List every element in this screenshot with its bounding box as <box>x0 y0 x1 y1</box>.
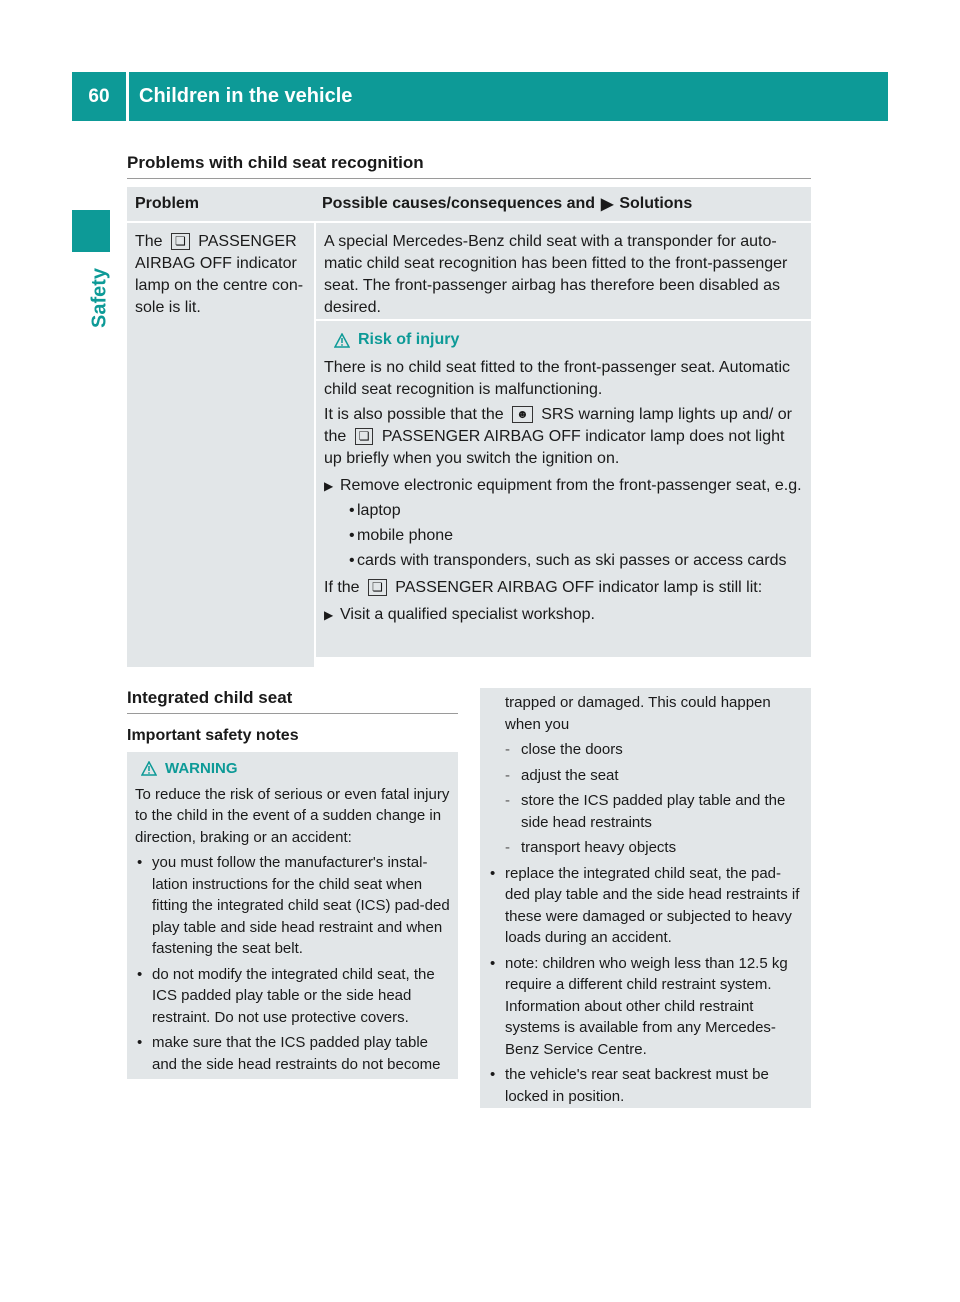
list-item: • cards with transponders, such as ski passes or access cards <box>349 552 787 569</box>
list-item: • you must follow the manufacturer's instal-lation instructions for the child seat when fitting the integrated child seat (ICS) pad-ded play table and side head restraint and when fastening the seat belt. <box>137 854 450 957</box>
risk-text-1: There is no child seat fitted to the front-passenger seat. Automatic child seat recognition is malfunctioning. <box>324 359 791 398</box>
integrated-seat-title: Integrated child seat <box>127 688 458 714</box>
risk-heading: Risk of injury <box>324 329 803 351</box>
passenger-airbag-off-icon: ❏ <box>171 233 190 250</box>
list-item: • mobile phone <box>349 527 454 544</box>
continuation-text: trapped or damaged. This could happen when you <box>505 694 771 733</box>
passenger-airbag-off-icon: ❏ <box>368 579 387 596</box>
srs-warning-lamp-icon: ☻ <box>512 406 533 423</box>
arrow-right-icon: ▶ <box>324 608 334 622</box>
header-divider <box>126 72 129 121</box>
list-item: • laptop <box>349 502 401 519</box>
list-item: • note: children who weigh less than 12.5 kg require a different child restraint system. Information about other child restraint systems is available from any Mercedes-Benz Service Centre. <box>490 954 788 1058</box>
header-solutions: Possible causes/consequences and ▶ Solutions <box>322 195 693 213</box>
table-header-row <box>127 187 811 221</box>
problems-section-title: Problems with child seat recognition <box>127 153 811 179</box>
side-section-label: Safety <box>88 267 111 329</box>
warning-heading: WARNING <box>135 758 450 780</box>
chapter-title: Children in the vehicle <box>139 85 353 107</box>
warning-triangle-icon <box>334 333 350 348</box>
warning-triangle-icon <box>141 761 157 776</box>
risk-text-2: It is also possible that the ☻ SRS warning lamp lights up and/ or the ❏ PASSENGER AIRBAG OFF indicator lamp does not light up briefly when you switch the ignition on. <box>324 406 792 467</box>
problems-table <box>127 187 811 667</box>
instruction-step: ▶ Remove electronic equipment from the front-passenger seat, e.g. <box>324 475 803 497</box>
page-number: 60 <box>88 85 110 107</box>
list-item: • make sure that the ICS padded play table and the side head restraints do not become <box>137 1034 441 1073</box>
problem-cell: The ❏ PASSENGER AIRBAG OFF indicator lamp on the centre con-sole is lit. <box>127 223 314 667</box>
list-item: - store the ICS padded play table and the side head restraints <box>505 792 786 831</box>
warning-intro: To reduce the risk of serious or even fatal injury to the child in the event of a sudden change in direction, braking or an accident: <box>135 785 450 846</box>
list-item: - close the doors <box>505 741 623 758</box>
header-problem: Problem <box>135 195 200 212</box>
table-row <box>127 223 811 667</box>
arrow-right-icon: ▶ <box>601 196 614 213</box>
warning-box <box>127 752 458 1079</box>
if-lamp-text: If the ❏ PASSENGER AIRBAG OFF indicator lamp is still lit: <box>324 579 763 596</box>
item-list <box>349 500 803 572</box>
cause-cell: A special Mercedes-Benz child seat with a transponder for auto-matic child seat recognition has been fitted to the front-passenger seat. The front-passenger airbag has therefore been disabled as desired. <box>316 223 811 319</box>
passenger-airbag-off-icon: ❏ <box>355 428 374 445</box>
safety-notes-subtitle: Important safety notes <box>127 727 299 744</box>
instruction-step: ▶ Visit a qualified specialist workshop. <box>324 604 803 626</box>
arrow-right-icon: ▶ <box>324 479 334 493</box>
list-item: • replace the integrated child seat, the pad-ded play table and the side head restraints if these were damaged or subjected to heavy loads during an accident. <box>490 864 800 946</box>
list-item: - adjust the seat <box>505 766 619 784</box>
solutions-column <box>316 223 811 667</box>
risk-cell <box>316 321 811 657</box>
side-tab-marker <box>72 210 110 252</box>
warning-box-continued <box>480 688 811 1108</box>
list-item: - transport heavy objects <box>505 839 677 856</box>
list-item: • the vehicle's rear seat backrest must be locked in position. <box>490 1066 769 1105</box>
list-item: • do not modify the integrated child seat, the ICS padded play table or the side head restraint. Do not use protective covers. <box>137 965 435 1026</box>
